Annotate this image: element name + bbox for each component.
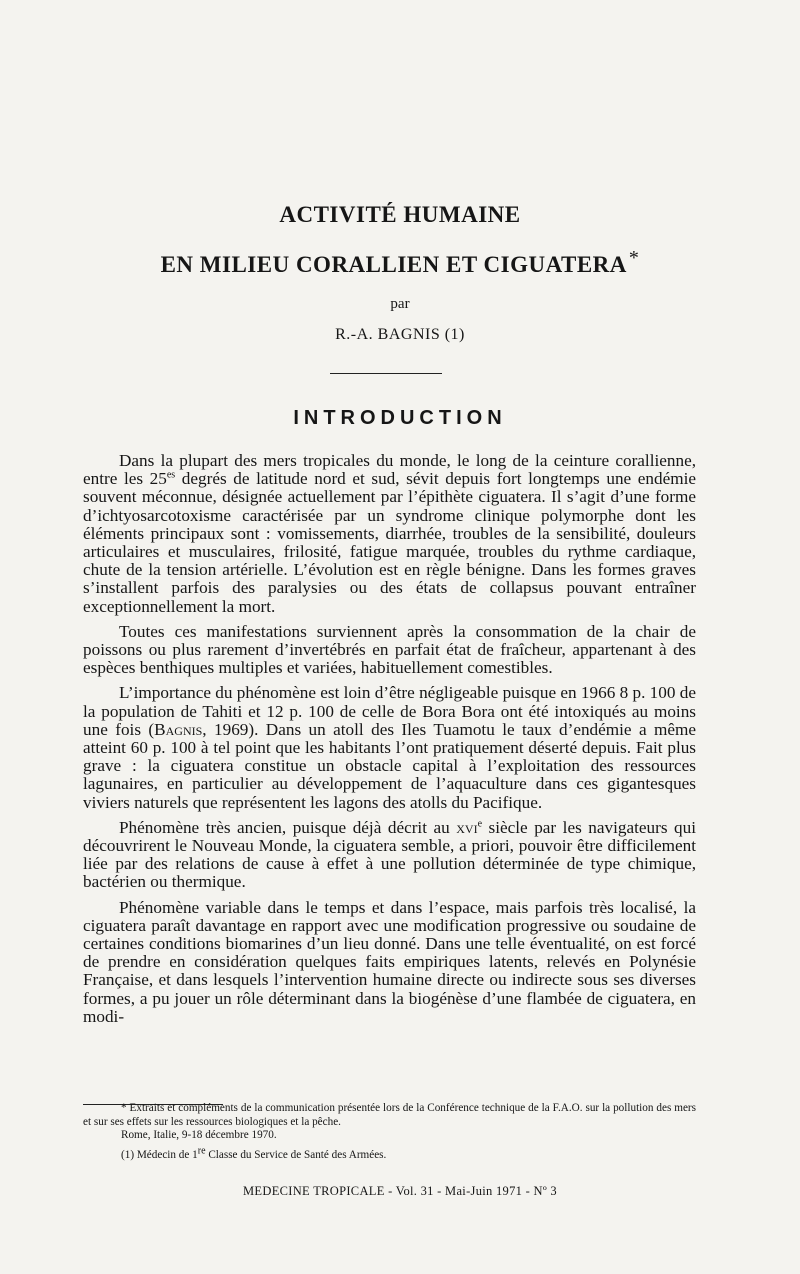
article-body [83,452,696,1033]
title-text-1: ACTIVITÉ HUMAINE [279,202,521,227]
p4-superscript: e [477,818,483,830]
citation-author: Bagnis [154,719,203,739]
footnotes [83,1102,696,1162]
article-title-line-1 [0,202,800,228]
fn2-text-b: Classe du Service de Santé des Armées. [205,1148,387,1161]
p4-text-b: siècle par les navigateurs qui découvrirent le Nouveau Monde, la ciguatera semble, a priori, pouvoir être difficilement liée par des relations de cause à effet à une pollution déterminée de type chimique, bactérien ou thermique. [83,817,696,892]
p4-text-a: Phénomène très ancien, puisque déjà décrit au [119,817,457,837]
author-name: R.-A. BAGNIS (1) [335,326,465,343]
paragraph-2: Toutes ces manifestations surviennent après la consommation de la chair de poissons ou plus rarement d’invertébrés en parfait état de fraîcheur, appartenant à des espèces benthiques multiples et variées, habituellement comestibles. [83,621,696,678]
fn2-superscript: re [197,1144,206,1156]
journal-footer: MEDECINE TROPICALE - Vol. 31 - Mai-Juin 1971 - Nº 3 [243,1184,557,1198]
title-divider [330,373,442,374]
p1-text-b: degrés de latitude nord et sud, sévit depuis fort longtemps une endémie souvent méconnue, désignée actuellement par l’épithète ciguatera. Il s’agit d’une forme d’ichtyosarcotoxisme caractérisée par un syndrome clinique polymorphe dont les éléments principaux sont : vomissements, diarrhée, troubles de la sensibilité, douleurs articulaires et musculaires, frilosité, fatigue marquée, troubles du rythme cardiaque, chute de la tension artérielle. L’évolution est en règle bénigne. Dans les formes graves s’installent parfois des paralysies ou des états de collapsus pouvant entraîner exceptionnellement la mort. [83,469,696,616]
p3-text-b: , 1969). Dans un atoll des Iles Tuamotu le taux d’endémie a même atteint 60 p. 100 à tel point que les habitants l’ont pratiquement déserté depuis. Fait plus grave : la ciguatera constitue un obstacle capital à l’exploitation des ressources lagunaires, en particulier au développement de l’aquaculture dans ces gigantesques viviers naturels que représentent les lagons des atolls du Pacifique. [83,719,696,812]
paragraph-3 [83,684,696,811]
century-numeral: xvi [456,817,478,837]
title-footnote-marker[interactable]: * [628,247,640,269]
paragraph-1 [83,452,696,616]
p1-text-a: Dans la plupart des mers tropicales du monde, le long de la ceinture corallienne, entre les 25 [83,451,696,489]
section-heading: INTRODUCTION [293,407,507,429]
p3-text-a: L’importance du phénomène est loin d’être négligeable puisque en 1966 8 p. 100 de la population de Tahiti et 12 p. 100 de celle de Bora Bora ont été intoxiqués au moins une fois ( [83,683,696,739]
fn2-text-a: (1) Médecin de 1 [121,1148,198,1161]
p1-superscript: es [166,469,176,481]
footnote-1-place: Rome, Italie, 9-18 décembre 1970. [121,1129,277,1141]
footnote-2 [83,1144,696,1163]
footnote-1: * Extraits et compléments de la communication présentée lors de la Conférence technique de la F.A.O. sur la pollution des mers et sur ses effets sur les ressources biologiques et la pêche. [83,1102,696,1128]
article-title-line-2 [0,247,800,278]
byline-par: par [390,296,410,312]
paragraph-4 [83,819,696,892]
paragraph-5: Phénomène variable dans le temps et dans l’espace, mais parfois très localisé, la ciguatera paraît davantage en rapport avec une modification progressive ou soudaine de certaines conditions biomarines d’un lieu donné. Dans une telle éventualité, on est forcé de prendre en considération quelques faits empiriques latents, relevés en Polynésie Française, et dans lesquels l’intervention humaine directe ou indirecte sous ses diverses formes, a pu jouer un rôle déterminant dans la biogénèse d’une flambée de ciguatera, en modi- [83,897,696,1026]
title-text-2: EN MILIEU CORALLIEN ET CIGUATERA [160,252,627,277]
